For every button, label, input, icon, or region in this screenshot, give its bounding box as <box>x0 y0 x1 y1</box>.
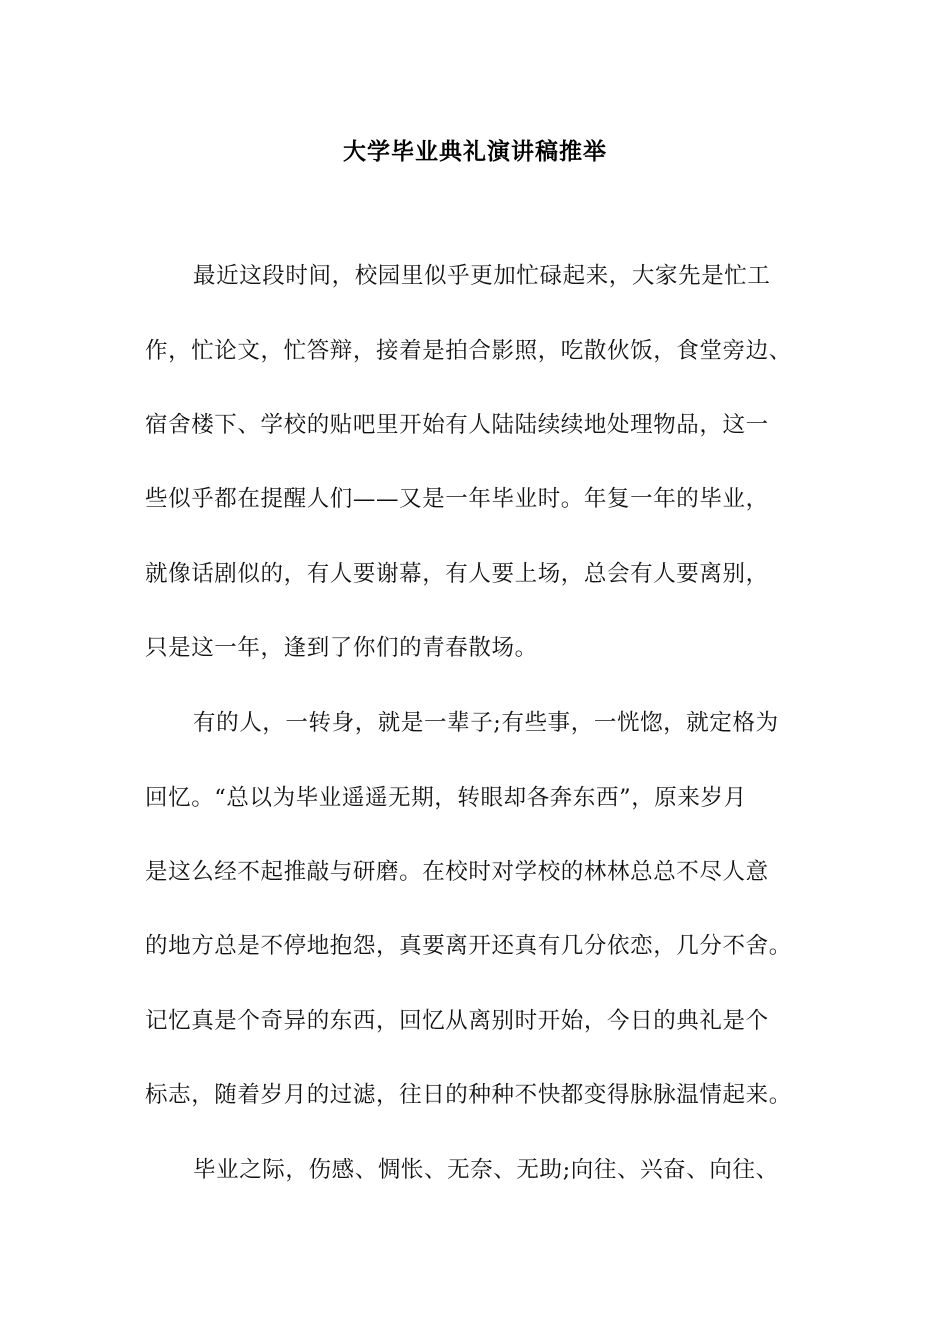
paragraph-1-line-6: 只是这一年，逢到了你们的青春散场。 <box>145 635 538 661</box>
paragraph-3-line-1: 毕业之际，伤感、惆怅、无奈、无助;向往、兴奋、向往、 <box>193 1157 779 1183</box>
paragraph-1-line-4: 些似乎都在提醒人们——又是一年毕业时。年复一年的毕业， <box>145 486 769 512</box>
paragraph-2-line-3: 是这么经不起推敲与研磨。在校时对学校的林林总总不尽人意 <box>145 859 769 885</box>
paragraph-1-line-3: 宿舍楼下、学校的贴吧里开始有人陆陆续续地处理物品，这一 <box>145 412 769 438</box>
paragraph-2-line-2: 回忆。“总以为毕业遥遥无期，转眼却各奔东西”，原来岁月 <box>145 785 747 811</box>
paragraph-1-line-1: 最近这段时间，校园里似乎更加忙碌起来，大家先是忙工 <box>193 263 771 289</box>
paragraph-1-line-2: 作，忙论文，忙答辩，接着是拍合影照，吃散伙饭，食堂旁边、 <box>145 338 792 364</box>
document-title: 大学毕业典礼演讲稿推举 <box>343 138 607 165</box>
paragraph-1-line-5: 就像话剧似的，有人要谢幕，有人要上场，总会有人要离别， <box>145 561 769 587</box>
paragraph-2-line-1: 有的人，一转身，就是一辈子;有些事，一恍惚，就定格为 <box>193 710 779 736</box>
paragraph-2-line-5: 记忆真是个奇异的东西，回忆从离别时开始，今日的典礼是个 <box>145 1008 769 1034</box>
paragraph-2-line-4: 的地方总是不停地抱怨，真要离开还真有几分依恋，几分不舍。 <box>145 933 792 959</box>
paragraph-2-line-6: 标志，随着岁月的过滤，往日的种种不快都变得脉脉温情起来。 <box>145 1082 792 1108</box>
